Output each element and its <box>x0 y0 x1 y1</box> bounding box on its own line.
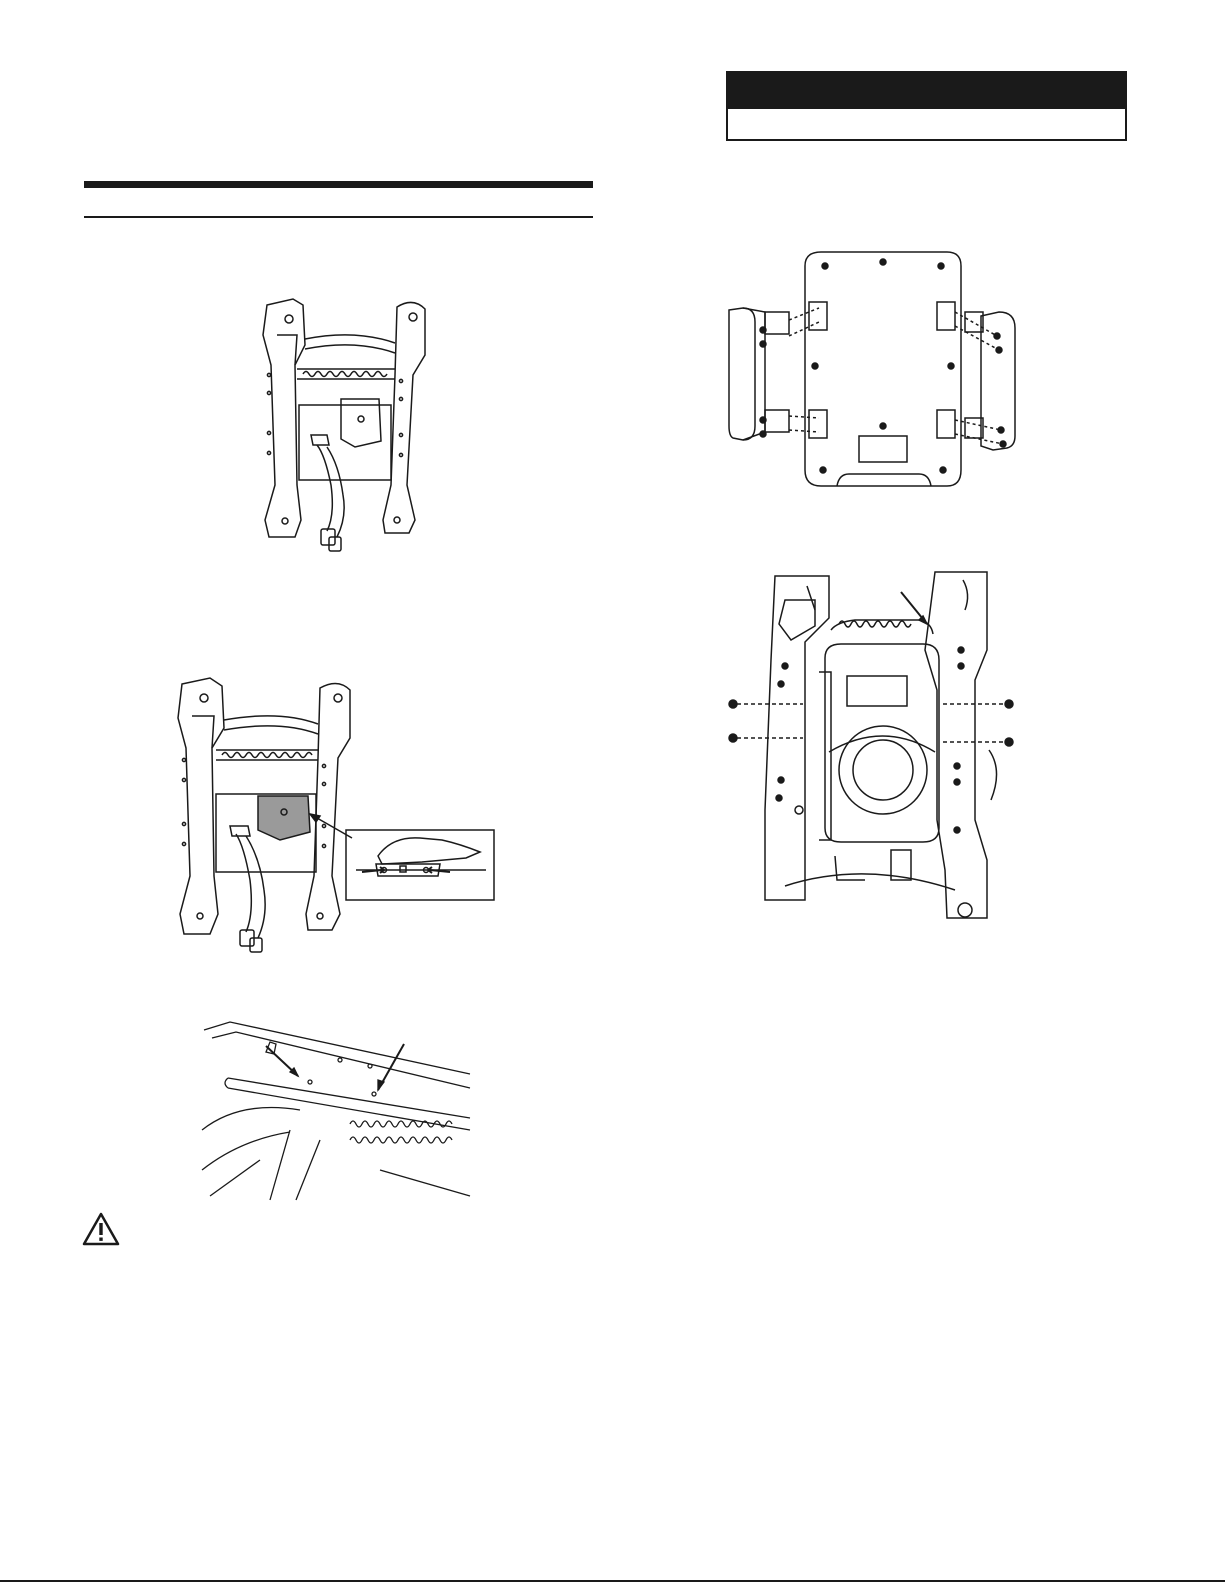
seat-frame-mounting-bolts-figure <box>725 570 1025 920</box>
warning-triangle-icon <box>82 1212 120 1246</box>
section-header-rule-thick <box>84 181 593 188</box>
seat-frame-bracket-detail-figure <box>170 676 500 956</box>
note-box-body <box>728 109 1125 117</box>
page-footer-rule <box>0 1580 1225 1582</box>
note-box-header <box>728 82 736 99</box>
section-header-rule-thin <box>84 216 593 218</box>
section-header-text <box>84 190 593 214</box>
note-box-header-bar <box>728 73 1125 109</box>
seat-frame-underside-figure <box>255 295 445 555</box>
seat-rail-closeup-figure <box>200 1020 480 1200</box>
note-box <box>726 71 1127 141</box>
seat-cushion-panel-assembly-figure <box>725 250 1025 495</box>
